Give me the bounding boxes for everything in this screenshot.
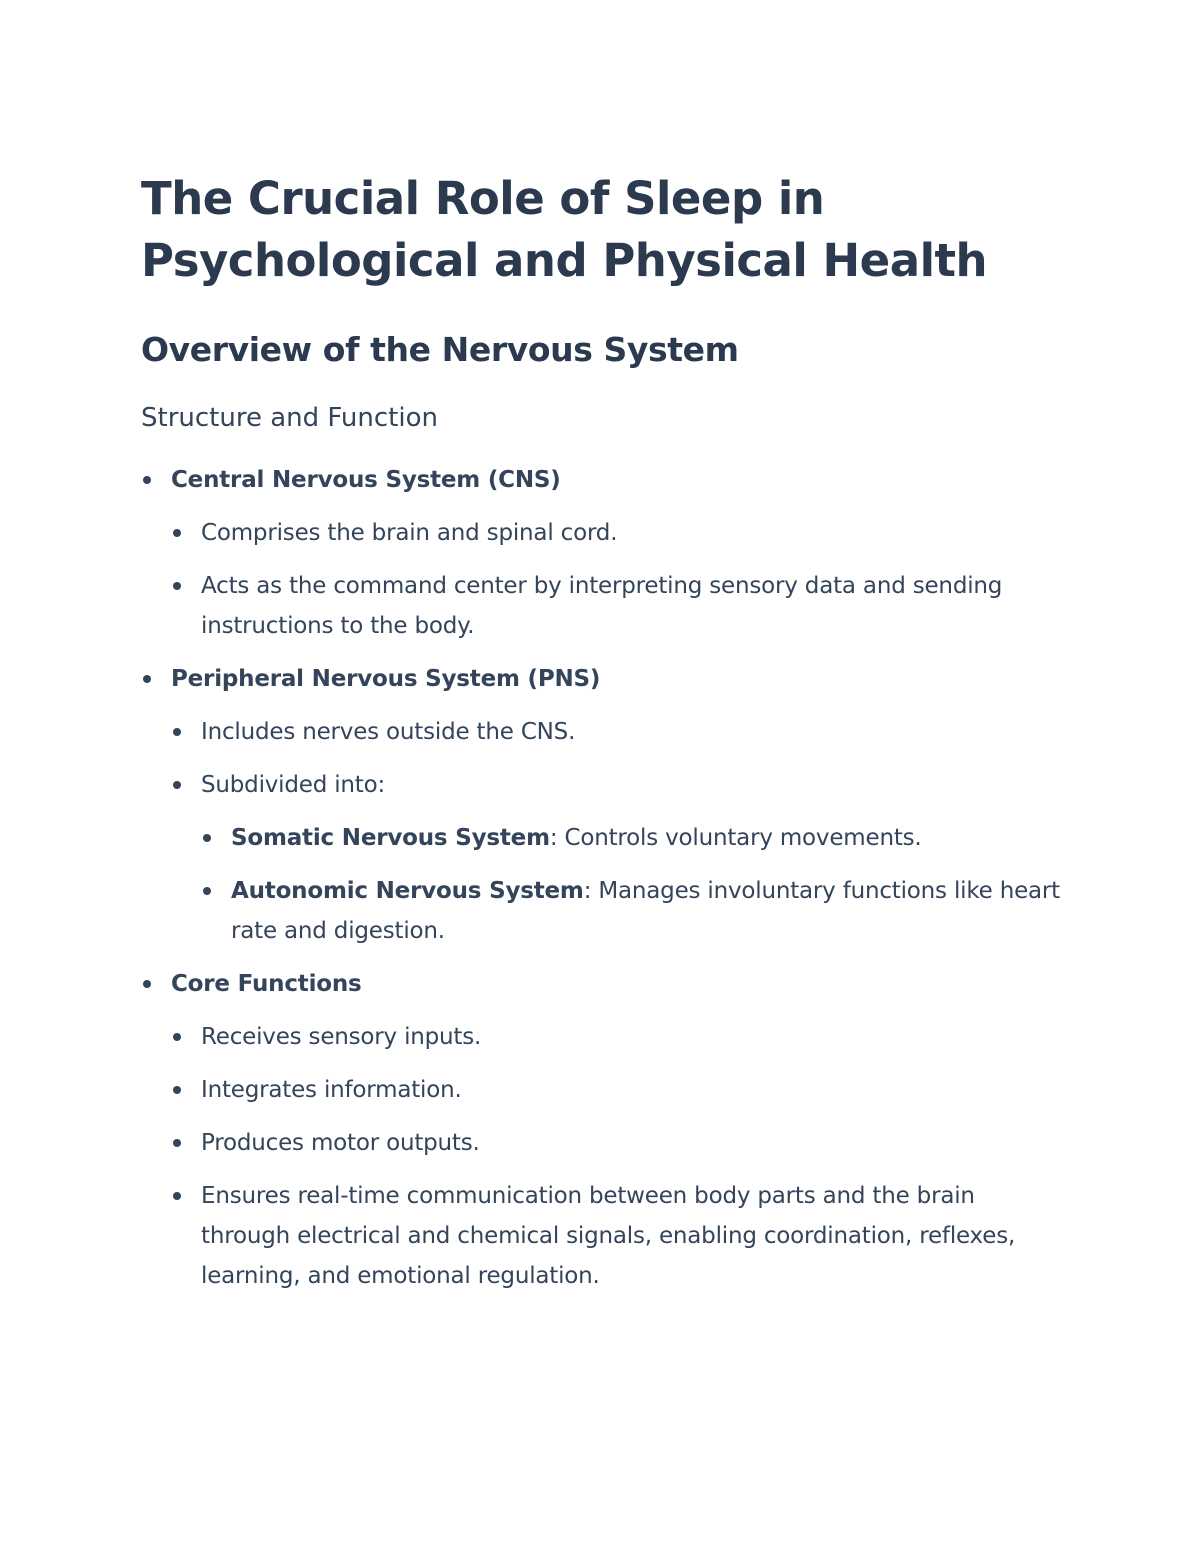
list-item-text: Includes nerves outside the CNS.: [171, 712, 1061, 752]
list-item: [171, 1070, 1061, 1110]
section-heading: Overview of the Nervous System: [141, 330, 739, 369]
list-item-somatic: [201, 818, 1061, 858]
sublist-cns: [141, 513, 1061, 646]
document-page: [141, 168, 1061, 1309]
subsection-heading: Structure and Function: [141, 403, 438, 433]
list-item-label: Core Functions: [141, 964, 1061, 1004]
list-item: [171, 566, 1061, 646]
subdivision-term: Autonomic Nervous System: [231, 878, 584, 904]
sublist-pns: [141, 712, 1061, 951]
list-item-label: Peripheral Nervous System (PNS): [141, 659, 1061, 699]
outline-list: [141, 460, 1061, 1296]
sublist-subdivisions: [171, 818, 1061, 951]
sublist-core-functions: [141, 1017, 1061, 1296]
list-item: [171, 513, 1061, 553]
subdivision-term: Somatic Nervous System: [231, 825, 550, 851]
list-item: [171, 712, 1061, 752]
list-item-text: Comprises the brain and spinal cord.: [171, 513, 1061, 553]
list-item-text: Integrates information.: [171, 1070, 1061, 1110]
list-item-text: Produces motor outputs.: [171, 1123, 1061, 1163]
list-item: [171, 1176, 1061, 1296]
list-item-core-functions: [141, 964, 1061, 1296]
list-item: [171, 765, 1061, 951]
subdivision-row: [201, 871, 1061, 951]
list-item-label: Central Nervous System (CNS): [141, 460, 1061, 500]
list-item: [171, 1017, 1061, 1057]
list-item-autonomic: [201, 871, 1061, 951]
subdivision-description: : Controls voluntary movements.: [549, 825, 922, 851]
list-item-text: Ensures real-time communication between body parts and the brain through electrical and chemical signals, enabling coordination, reflexes, learning, and emotional regulation.: [171, 1176, 1061, 1296]
list-item-pns: [141, 659, 1061, 951]
subdivision-description: : Manages involuntary functions like heart rate and digestion.: [231, 878, 1060, 944]
document-title: The Crucial Role of Sleep in Psychological and Physical Health: [141, 172, 988, 287]
list-item-cns: [141, 460, 1061, 646]
list-item-text: Subdivided into:: [171, 765, 1061, 805]
list-item: [171, 1123, 1061, 1163]
list-item-text: Receives sensory inputs.: [171, 1017, 1061, 1057]
list-item-text: Acts as the command center by interpreting sensory data and sending instructions to the body.: [171, 566, 1061, 646]
subdivision-row: [201, 818, 1061, 858]
